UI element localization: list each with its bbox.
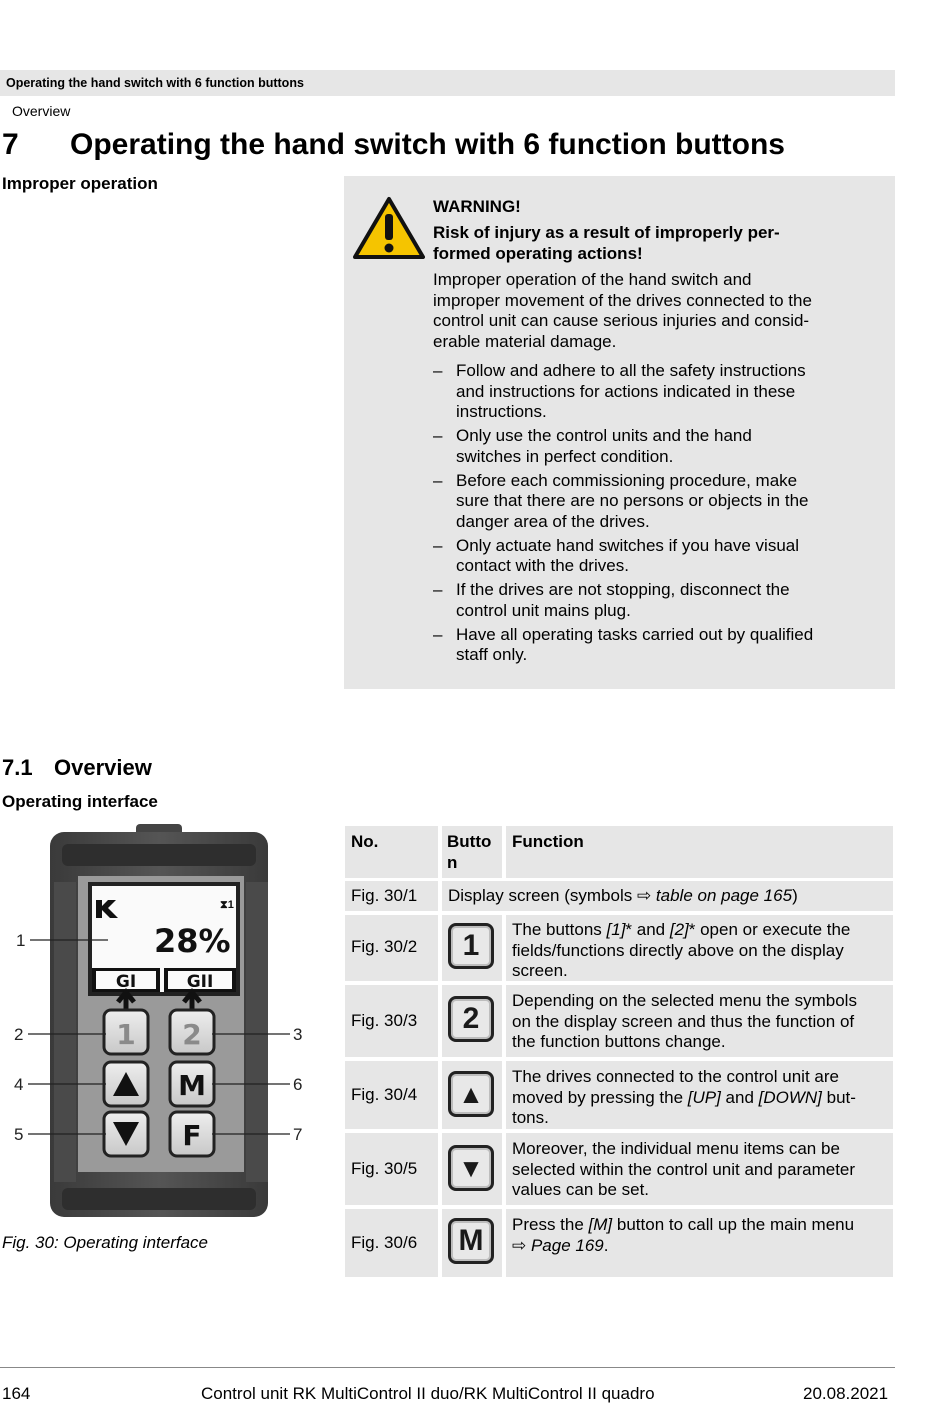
- section-title: Overview: [54, 755, 152, 780]
- page-link[interactable]: Page 169: [530, 1235, 604, 1255]
- hand-switch-figure: [10, 822, 310, 1222]
- footer-date: 20.08.2021: [803, 1384, 889, 1403]
- m-button-icon: M: [448, 1218, 494, 1264]
- button-1-icon: 1: [448, 923, 494, 969]
- key-1: [104, 1010, 148, 1054]
- page-number: 164: [2, 1384, 31, 1403]
- warning-body-line: erable material damage.: [433, 331, 617, 351]
- softkey-left-label: GI: [115, 972, 137, 992]
- up-button-icon: ▲: [448, 1071, 494, 1117]
- warning-item: – Have all operating tasks carried out by qualified staff only.: [433, 624, 814, 664]
- button-cell: [442, 1133, 502, 1205]
- warning-triangle-icon: [353, 196, 425, 260]
- key-m: [170, 1062, 214, 1106]
- warning-item: – Before each commissioning procedure, make sure that there are no persons or objects in the danger area of the drives.: [433, 470, 809, 531]
- running-title: Operating the hand switch with 6 function buttons: [6, 76, 304, 90]
- link-arrow-icon: ⇨: [512, 1235, 531, 1255]
- button-cell: [442, 915, 502, 981]
- svg-text:2: 2: [182, 1018, 202, 1051]
- warning-list: [433, 361, 853, 669]
- link-arrow-icon: ⇨: [636, 886, 652, 905]
- improper-operation-label: Improper operation: [2, 174, 158, 193]
- button-cell: [442, 1061, 502, 1129]
- section-marker: Overview: [12, 103, 71, 119]
- table-row: Fig. 30/6: [345, 1209, 438, 1277]
- softkey-right-label: GII: [186, 972, 214, 992]
- table-link[interactable]: table on page 165: [651, 886, 793, 905]
- down-button-icon: ▼: [448, 1145, 494, 1191]
- key-2: [170, 1010, 214, 1054]
- warning-body: [433, 270, 812, 352]
- svg-text:⧗1: ⧗1: [220, 899, 234, 911]
- svg-text:1: 1: [116, 1018, 136, 1051]
- callout-7: 7: [293, 1125, 303, 1144]
- callout-4: 4: [14, 1075, 24, 1094]
- table-cell-function: The buttons [1]* and [2]* open or execute the fields/functions directly above on the display screen.: [506, 915, 893, 981]
- table-cell-function: Moreover, the individual menu items can be selected within the control unit and parameter values can be set.: [506, 1133, 893, 1205]
- chapter-number: 7: [2, 128, 19, 161]
- svg-text:M: M: [178, 1069, 206, 1102]
- warning-item: – Only use the control units and the hand switches in perfect condition.: [433, 426, 752, 466]
- table-row: Fig. 30/5: [345, 1133, 438, 1205]
- warning-item: – Only actuate hand switches if you have visual contact with the drives.: [433, 535, 800, 575]
- callout-1: 1: [16, 931, 26, 950]
- warning-item: – Follow and adhere to all the safety instructions and instructions for actions indicated in these instructions.: [433, 361, 806, 421]
- key-down: [104, 1112, 148, 1156]
- svg-text:F: F: [182, 1119, 202, 1152]
- warning-subheading-2: formed operating actions!: [433, 243, 643, 263]
- running-header: [0, 70, 895, 96]
- key-up: [104, 1062, 148, 1106]
- callout-2: 2: [14, 1025, 24, 1044]
- button-2-icon: 2: [448, 996, 494, 1042]
- display-value: 28%: [154, 922, 231, 960]
- table-cell-function: Depending on the selected menu the symbols on the display screen and thus the function of the function buttons change.: [506, 985, 893, 1057]
- table-row: Fig. 30/2: [345, 915, 438, 981]
- table-row: Fig. 30/1: [345, 881, 438, 911]
- warning-body-line: control unit can cause serious injuries and consid-: [433, 311, 810, 330]
- warning-body-line: improper movement of the drives connected to the: [433, 290, 812, 310]
- table-row: Fig. 30/4: [345, 1061, 438, 1129]
- figure-caption: Fig. 30: Operating interface: [2, 1233, 209, 1252]
- button-cell: [442, 985, 502, 1057]
- section-number: 7.1: [2, 755, 33, 780]
- callout-6: 6: [293, 1075, 303, 1094]
- chapter-title: Operating the hand switch with 6 function buttons: [70, 128, 785, 161]
- table-cell-function: The drives connected to the control unit are moved by pressing the [UP] and [DOWN] but- tons.: [506, 1061, 893, 1129]
- footer-divider: [0, 1367, 895, 1368]
- warning-box: [344, 176, 895, 689]
- button-cell: [442, 1209, 502, 1277]
- callout-5: 5: [14, 1125, 24, 1144]
- table-cell-function: Press the [M] button to call up the main menu ⇨ Page 169.: [506, 1209, 893, 1277]
- callout-3: 3: [293, 1025, 303, 1044]
- warning-item: – If the drives are not stopping, disconnect the control unit mains plug.: [433, 580, 790, 620]
- table-row: Fig. 30/3: [345, 985, 438, 1057]
- key-f: [170, 1112, 214, 1156]
- warning-heading: WARNING!: [433, 197, 521, 216]
- table-row: Display screen (symbols ⇨ table on page 165): [442, 881, 893, 911]
- footer-title: Control unit RK MultiControl II duo/RK MultiControl II quadro: [201, 1384, 655, 1403]
- table-header-no: No.: [345, 826, 438, 878]
- operating-interface-label: Operating interface: [2, 792, 158, 811]
- table-header-function: Function: [506, 826, 893, 878]
- table-header-button: Butto n: [442, 826, 502, 878]
- warning-body-line: Improper operation of the hand switch and: [433, 270, 752, 289]
- warning-subheading-1: Risk of injury as a result of improperly per-: [433, 223, 780, 242]
